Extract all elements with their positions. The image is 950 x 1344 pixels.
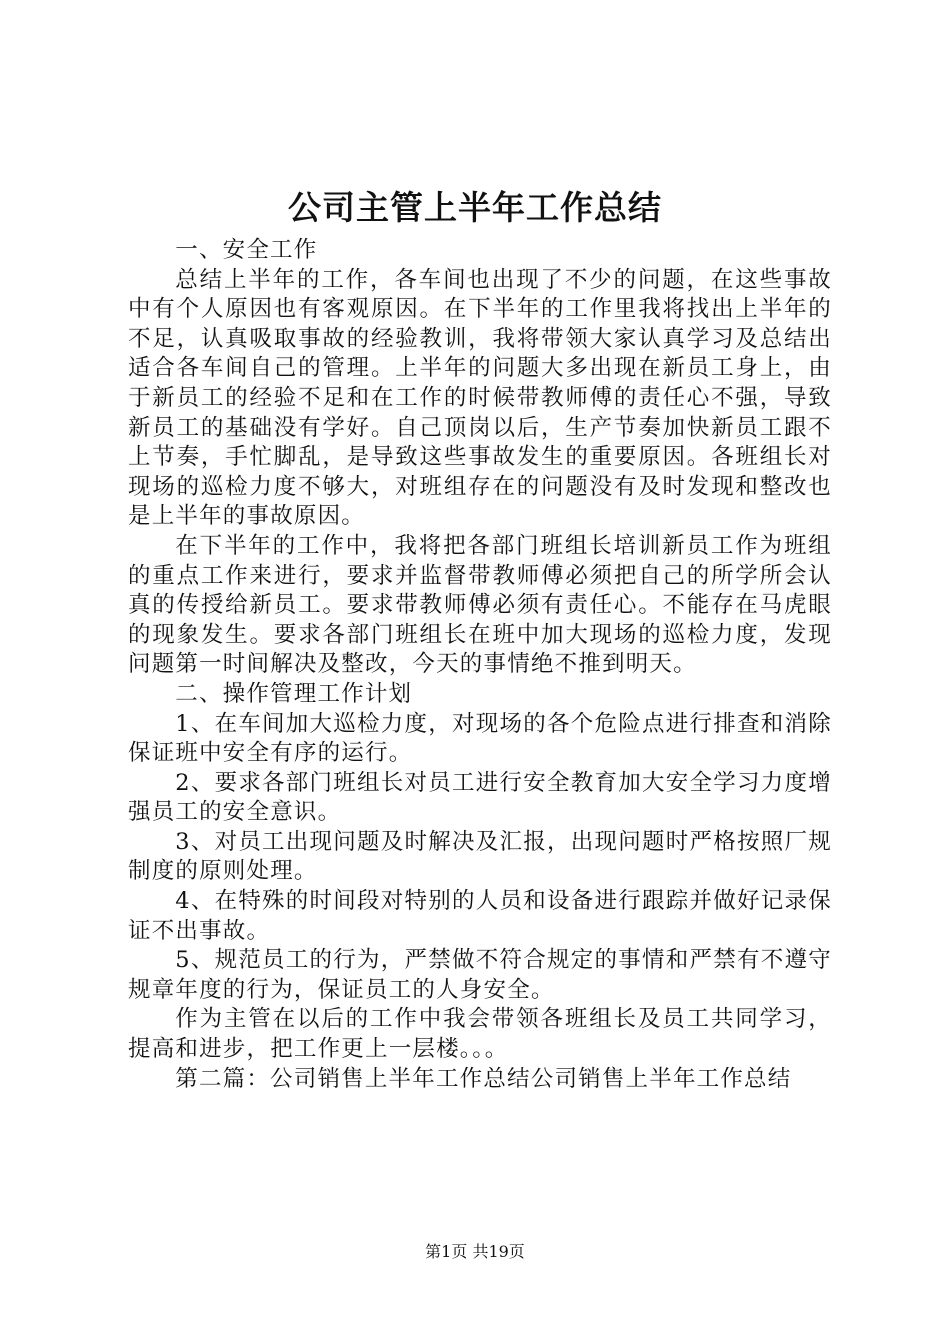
document-body (128, 236, 832, 1094)
paragraph-first-half-summary: 总结上半年的工作，各车间也出现了不少的问题，在这些事故中有个人原因也有客观原因。在下半年的工作里我将找出上半年的不足，认真吸取事故的经验教训，我将带领大家认真学习及总结出适合各车间自己的管理。上半年的问题大多出现在新员工身上，由于新员工的经验不足和在工作的时候带教师傅的责任心不强，导致新员工的基础没有学好。自己顶岗以后，生产节奏加快新员工跟不上节奏，手忙脚乱，是导致这些事故发生的重要原因。各班组长对现场的巡检力度不够大，对班组存在的问题没有及时发现和整改也是上半年的事故原因。 (128, 266, 832, 530)
page-number-footer: 第1页 共19页 (425, 1242, 525, 1261)
document-title: 公司主管上半年工作总结 (288, 188, 662, 227)
section-heading-safety: 一、安全工作 (175, 237, 318, 263)
paragraph-next-article: 第二篇：公司销售上半年工作总结公司销售上半年工作总结 (175, 1065, 792, 1092)
plan-item-4: 4、在特殊的时间段对特别的人员和设备进行跟踪并做好记录保证不出事故。 (128, 888, 832, 944)
plan-item-3: 3、对员工出现问题及时解决及汇报，出现问题时严格按照厂规制度的原则处理。 (128, 828, 832, 885)
paragraph-conclusion: 作为主管在以后的工作中我会带领各班组长及员工共同学习，提高和进步，把工作更上一层楼。。。 (128, 1006, 832, 1063)
paragraph-second-half-plan: 在下半年的工作中，我将把各部门班组长培训新员工作为班组的重点工作来进行，要求并监督带教师傅必须把自己的所学所会认真的传授给新员工。要求带教师傅必须有责任心。不能存在马虎眼的现象发生。要求各部门班组长在班中加大现场的巡检力度，发现问题第一时间解决及整改，今天的事情绝不推到明天。 (128, 532, 832, 678)
plan-item-2: 2、要求各部门班组长对员工进行安全教育加大安全学习力度增强员工的安全意识。 (128, 769, 832, 826)
plan-item-5: 5、规范员工的行为，严禁做不符合规定的事情和严禁有不遵守规章年度的行为，保证员工的人身安全。 (128, 947, 832, 1003)
plan-item-1: 1、在车间加大巡检力度，对现场的各个危险点进行排查和消除保证班中安全有序的运行。 (128, 710, 832, 767)
section-heading-operations: 二、操作管理工作计划 (175, 680, 413, 707)
